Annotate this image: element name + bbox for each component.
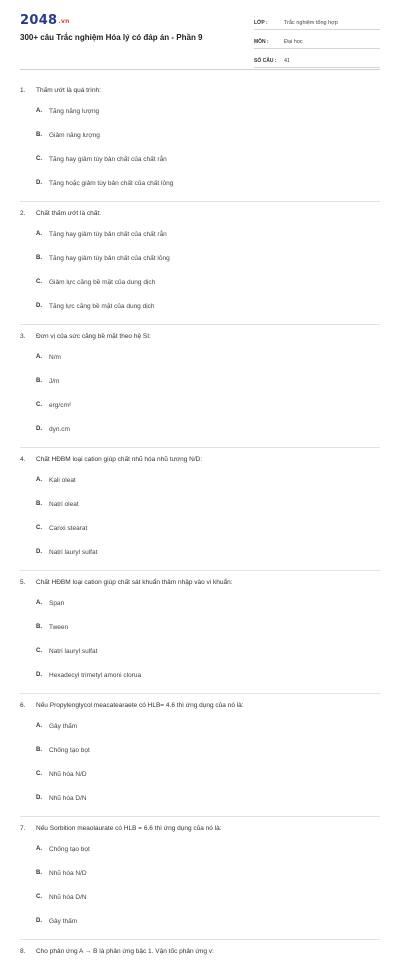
answer-option[interactable] [20,764,208,784]
answer-options [20,224,380,320]
option-letter: B. [36,747,42,753]
question-text [20,821,380,835]
question-item [20,79,380,202]
option-text: Hexadecyl trimetyl amoni clorua [49,671,142,679]
option-text: Tăng hay giảm tùy bản chất của chất lỏng [49,254,170,262]
question-stem: Nếu Propylenglycol meacatearaete có HLB= 4.6 thì ứng dụng của nó là: [36,701,244,709]
option-text: J/m [49,377,60,385]
option-letter: C. [36,525,42,531]
question-number: 7. [20,824,26,832]
answer-option[interactable] [20,716,208,736]
answer-options [20,593,380,689]
header-divider [20,69,380,70]
answer-option[interactable] [20,224,208,244]
option-letter: A. [36,846,42,852]
question-number: 3. [20,332,26,340]
option-text: Tăng lực căng bề mặt của dung dịch [49,302,155,310]
answer-option[interactable] [20,665,208,685]
option-letter: C. [36,648,42,654]
question-text [20,944,380,958]
question-stem: Chất thấm ướt là chất: [36,209,101,217]
answer-option[interactable] [20,518,208,538]
option-letter: D. [36,426,42,432]
answer-option[interactable] [20,542,208,562]
question-text [20,206,380,220]
option-letter: D. [36,795,42,801]
option-letter: B. [36,624,42,630]
answer-option[interactable] [20,149,208,169]
option-text: Chống tạo bọt [49,746,90,754]
question-item [20,817,380,940]
answer-option[interactable] [20,911,208,931]
option-text: Giảm năng lượng [49,131,100,139]
option-letter: A. [36,600,42,606]
option-text: N/m [49,353,61,361]
question-number: 6. [20,701,26,709]
option-text: Nhũ hóa D/N [49,893,87,901]
option-letter: C. [36,894,42,900]
answer-option[interactable] [20,296,208,316]
answer-options [20,716,380,812]
logo-suffix: .vn [58,18,70,25]
answer-option[interactable] [20,617,208,637]
option-text: Canxi stearat [49,524,88,532]
question-list [20,79,380,962]
question-stem: Cho phản ứng A → B là phản ứng bậc 1. Vận tốc phản ứng v: [36,947,214,955]
option-text: Tăng hay giảm tùy bản chất của chất rắn [49,230,167,238]
meta-key: SỐ CÂU : [254,58,277,64]
option-text: Chống tạo bọt [49,845,90,853]
answer-option[interactable] [20,419,208,439]
answer-option[interactable] [20,125,208,145]
option-letter: D. [36,180,42,186]
question-number: 5. [20,578,26,586]
option-text: Natri oleat [49,500,79,508]
question-stem: Chất HĐBM loại cation giúp chất nhũ hóa nhũ tương N/D: [36,455,203,463]
meta-value: Đại học [284,39,303,45]
question-stem: Đơn vị của sức căng bề mặt theo hệ SI: [36,332,151,340]
question-number: 4. [20,455,26,463]
option-letter: C. [36,771,42,777]
question-text [20,452,380,466]
logo-text: 2048 [20,13,58,28]
question-number: 8. [20,947,26,955]
option-letter: B. [36,132,42,138]
option-text: Tăng hoặc giảm tùy bản chất của chất lỏng [49,179,174,187]
answer-option[interactable] [20,839,208,859]
option-text: Gây thấm [49,722,78,730]
question-stem: Chất HĐBM loại cation giúp chất sát khuẩn thâm nhập vào vi khuẩn: [36,578,233,586]
page-title: 300+ câu Trắc nghiệm Hóa lý có đáp án - Phần 9 [20,33,203,42]
question-text [20,83,380,97]
document-header [0,0,400,76]
option-text: Nhũ hóa N/D [49,869,87,877]
answer-options [20,347,380,443]
option-text: Nhũ hóa N/D [49,770,87,778]
answer-option[interactable] [20,740,208,760]
meta-row-class [254,13,380,30]
answer-option[interactable] [20,101,208,121]
option-text: Tăng hay giảm tùy bản chất của chất rắn [49,155,167,163]
question-item [20,694,380,817]
option-text: Gây thấm [49,917,78,925]
option-text: dyn.cm [49,425,70,433]
option-letter: D. [36,918,42,924]
answer-options [20,839,380,935]
question-text [20,575,380,589]
answer-option[interactable] [20,887,208,907]
option-letter: A. [36,723,42,729]
option-text: erg/cm² [49,401,72,409]
option-letter: D. [36,549,42,555]
meta-key: MÔN : [254,39,269,45]
option-text: Tăng năng lượng [49,107,100,115]
option-text: Nhũ hóa D/N [49,794,87,802]
answer-option[interactable] [20,395,208,415]
option-letter: C. [36,402,42,408]
answer-option[interactable] [20,788,208,808]
option-letter: A. [36,231,42,237]
question-stem: Thấm ướt là quá trình: [36,86,101,94]
meta-value: 41 [284,58,291,64]
question-number: 2. [20,209,26,217]
question-number: 1. [20,86,26,94]
option-text: Natri lauryl sulfat [49,647,98,655]
option-letter: B. [36,378,42,384]
option-letter: C. [36,156,42,162]
option-letter: D. [36,303,42,309]
question-text [20,329,380,343]
answer-option[interactable] [20,470,208,490]
question-stem: Nếu Sorbition meaolaurate có HLB = 6.6 thì ứng dụng của nó là: [36,824,222,832]
option-text: Giảm lực căng bề mặt của dung dịch [49,278,156,286]
question-item [20,325,380,448]
question-item [20,940,380,962]
option-letter: B. [36,870,42,876]
question-item [20,448,380,571]
option-letter: A. [36,108,42,114]
question-item [20,571,380,694]
option-letter: D. [36,672,42,678]
answer-option[interactable] [20,248,208,268]
answer-options [20,101,380,197]
answer-option[interactable] [20,371,208,391]
answer-option[interactable] [20,641,208,661]
answer-option[interactable] [20,863,208,883]
option-letter: B. [36,501,42,507]
option-text: Tween [49,623,69,631]
option-text: Kali oleat [49,476,76,484]
answer-options [20,470,380,566]
answer-option[interactable] [20,593,208,613]
question-item [20,202,380,325]
option-letter: A. [36,354,42,360]
option-letter: A. [36,477,42,483]
site-logo[interactable] [20,13,70,28]
option-letter: C. [36,279,42,285]
answer-option[interactable] [20,272,208,292]
answer-option[interactable] [20,494,208,514]
document-meta [254,13,380,70]
question-text [20,698,380,712]
meta-key: LỚP : [254,20,268,26]
answer-option[interactable] [20,173,208,193]
meta-row-count [254,51,380,68]
option-letter: B. [36,255,42,261]
option-text: Natri lauryl sulfat [49,548,98,556]
answer-option[interactable] [20,347,208,367]
meta-value: Trắc nghiệm tổng hợp [284,20,338,26]
meta-row-subject [254,32,380,49]
option-text: Span [49,599,65,607]
